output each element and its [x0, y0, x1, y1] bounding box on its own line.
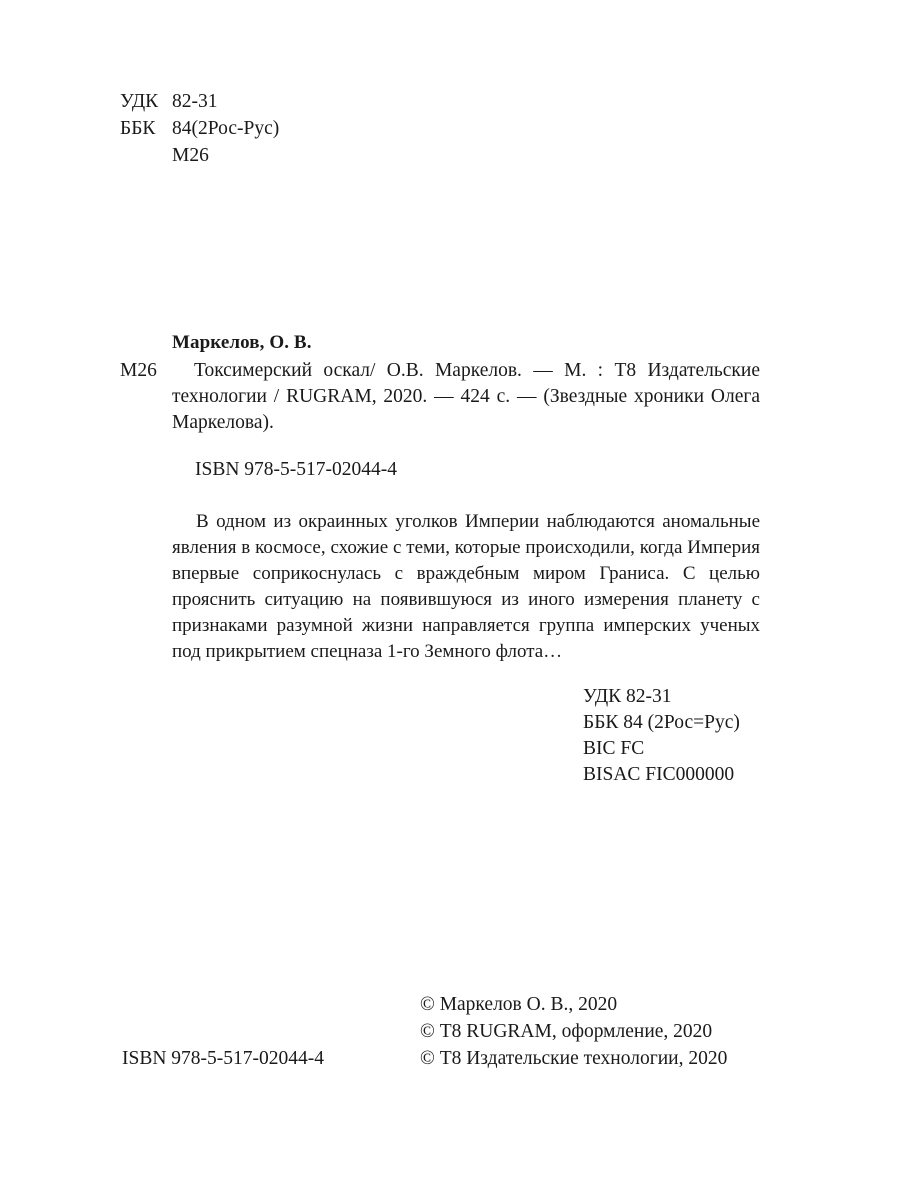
copyright-line: © Т8 RUGRAM, оформление, 2020	[420, 1021, 713, 1042]
record-body	[120, 358, 760, 436]
author-sign-value: М26	[172, 145, 209, 166]
record-author: Маркелов, О. В.	[172, 332, 312, 353]
record-description: Токсимерский оскал/ О.В. Маркелов. — М. : Т8 Издательские технологии / RUGRAM, 2020. — 424 с. — (Звездные хроники Олега Маркелова).	[172, 360, 760, 433]
header-classification-block	[120, 88, 279, 169]
bibliographic-record	[120, 330, 760, 436]
footer-classification-line: УДК 82-31	[583, 686, 672, 707]
bbk-label: ББК	[120, 118, 156, 139]
record-isbn: ISBN 978-5-517-02044-4	[195, 459, 398, 480]
annotation-paragraph: В одном из окраинных уголков Империи наблюдаются аномальные явления в космосе, схожие с теми, которые происходили, когда Империя впервые соприкоснулась с враждебным миром Граниса. С целью прояснить ситуацию на появившуюся из иного измерения планету с признаками разумной жизни направляется группа имперских ученых под прикрытием спецназа 1-го Земного флота…	[172, 511, 760, 662]
footer-isbn: ISBN 978-5-517-02044-4	[122, 1048, 325, 1069]
udk-label: УДК	[120, 91, 159, 112]
udk-value: 82-31	[172, 91, 218, 112]
footer-classification-block	[583, 684, 740, 788]
footer-classification-line: ББК 84 (2Рос=Рус)	[583, 712, 740, 733]
udk-row	[120, 88, 279, 115]
bbk-row	[120, 115, 279, 142]
record-sigil: М26	[120, 360, 157, 381]
footer-classification-line: BIC FC	[583, 738, 645, 759]
copyright-line: © Т8 Издательские технологии, 2020	[420, 1048, 728, 1069]
author-sign-row	[120, 142, 279, 169]
bbk-value: 84(2Рос-Рус)	[172, 118, 280, 139]
copyright-line: © Маркелов О. В., 2020	[420, 994, 618, 1015]
copyright-block	[420, 991, 727, 1072]
footer-classification-line: BISAC FIC000000	[583, 764, 735, 785]
